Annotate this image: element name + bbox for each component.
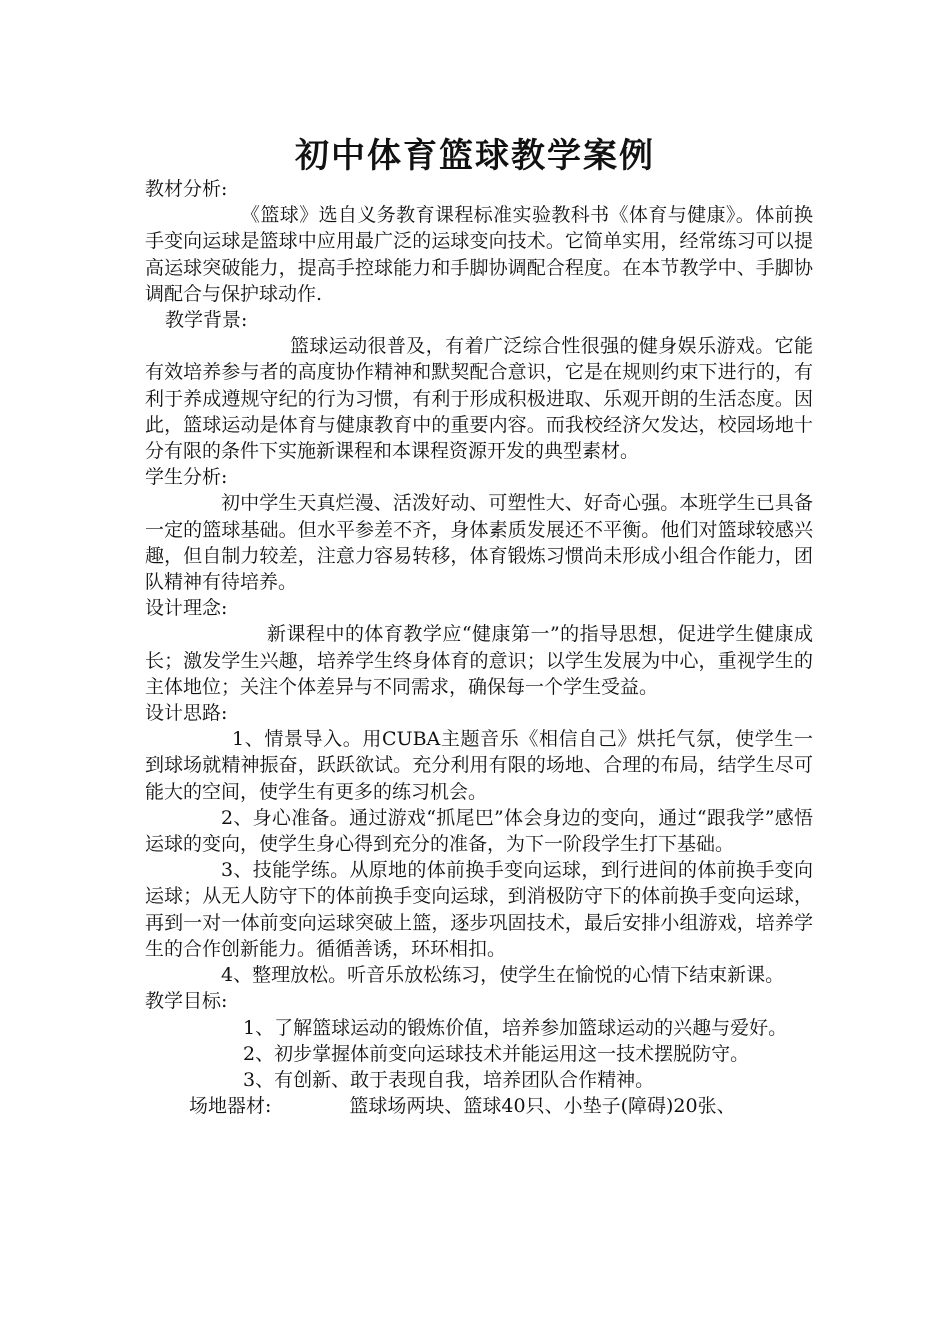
equipment-label: 场地器材: <box>189 1095 272 1118</box>
approach-item-3: 3、技能学练。从原地的体前换手变向运球，到行进间的体前换手变向运球；从无人防守下的体前换手变向运球，到消极防守下的体前换手变向运球，再到一对一体前变向运球突破上篮，逐步巩固技术，最后安排小组游戏，培养学生的合作创新能力。循循善诱，环环相扣。 <box>145 859 813 960</box>
heading-concept: 设计理念: <box>145 597 228 620</box>
document-body <box>145 176 813 1119</box>
equipment-line <box>145 1093 813 1119</box>
heading-material: 教材分析: <box>145 178 228 200</box>
heading-approach: 设计思路: <box>145 702 228 725</box>
page-title: 初中体育篮球教学案例 <box>295 136 655 176</box>
goal-item-2: 2、初步掌握体前变向运球技术并能运用这一技术摆脱防守。 <box>243 1042 750 1065</box>
approach-item-4: 4、整理放松。听音乐放松练习，使学生在愉悦的心情下结束新课。 <box>221 964 785 987</box>
goal-item-3: 3、有创新、敢于表现自我，培养团队合作精神。 <box>243 1068 655 1091</box>
goal-item-1: 1、了解篮球运动的锻炼价值，培养参加篮球运动的兴趣与爱好。 <box>243 1016 788 1039</box>
paragraph-concept: 新课程中的体育教学应“健康第一”的指导思想，促进学生健康成长；激发学生兴趣，培养学生终身体育的意识；以学生发展为中心，重视学生的主体地位；关注个体差异与不同需求，确保每一个学生受益。 <box>145 623 813 698</box>
heading-students: 学生分析: <box>145 466 228 489</box>
approach-item-1: 1、情景导入。用CUBA主题音乐《相信自己》烘托气氛，使学生一到球场就精神振奋，跃跃欲试。充分利用有限的场地、合理的布局，结学生尽可能大的空间，使学生有更多的练习机会。 <box>145 728 813 803</box>
heading-background: 教学背景: <box>165 309 248 332</box>
equipment-text: 篮球场两块、篮球40只、小垫子(障碍)20张、 <box>349 1095 736 1118</box>
approach-item-2: 2、身心准备。通过游戏“抓尾巴”体会身边的变向，通过“跟我学”感悟运球的变向，使学生身心得到充分的准备，为下一阶段学生打下基础。 <box>145 806 813 856</box>
paragraph-material: 《篮球》选自义务教育课程标准实验教科书《体育与健康》。体前换手变向运球是篮球中应用最广泛的运球变向技术。它简单实用，经常练习可以提高运球突破能力，提高手控球能力和手脚协调配合程度。在本节教学中、手脚协调配合与保护球动作. <box>145 204 813 305</box>
paragraph-students: 初中学生天真烂漫、活泼好动、可塑性大、好奇心强。本班学生已具备一定的篮球基础。但水平参差不齐，身体素质发展还不平衡。他们对篮球较感兴趣，但自制力较差，注意力容易转移，体育锻炼习惯尚未形成小组合作能力，团队精神有待培养。 <box>145 492 813 594</box>
paragraph-background: 篮球运动很普及，有着广泛综合性很强的健身娱乐游戏。它能有效培养参与者的高度协作精神和默契配合意识，它是在规则约束下进行的，有利于养成遵规守纪的行为习惯，有利于形成积极进取、乐观开朗的生活态度。因此，篮球运动是体育与健康教育中的重要内容。而我校经济欠发达，校园场地十分有限的条件下实施新课程和本课程资源开发的典型素材。 <box>145 335 813 463</box>
heading-goals: 教学目标: <box>145 990 228 1013</box>
